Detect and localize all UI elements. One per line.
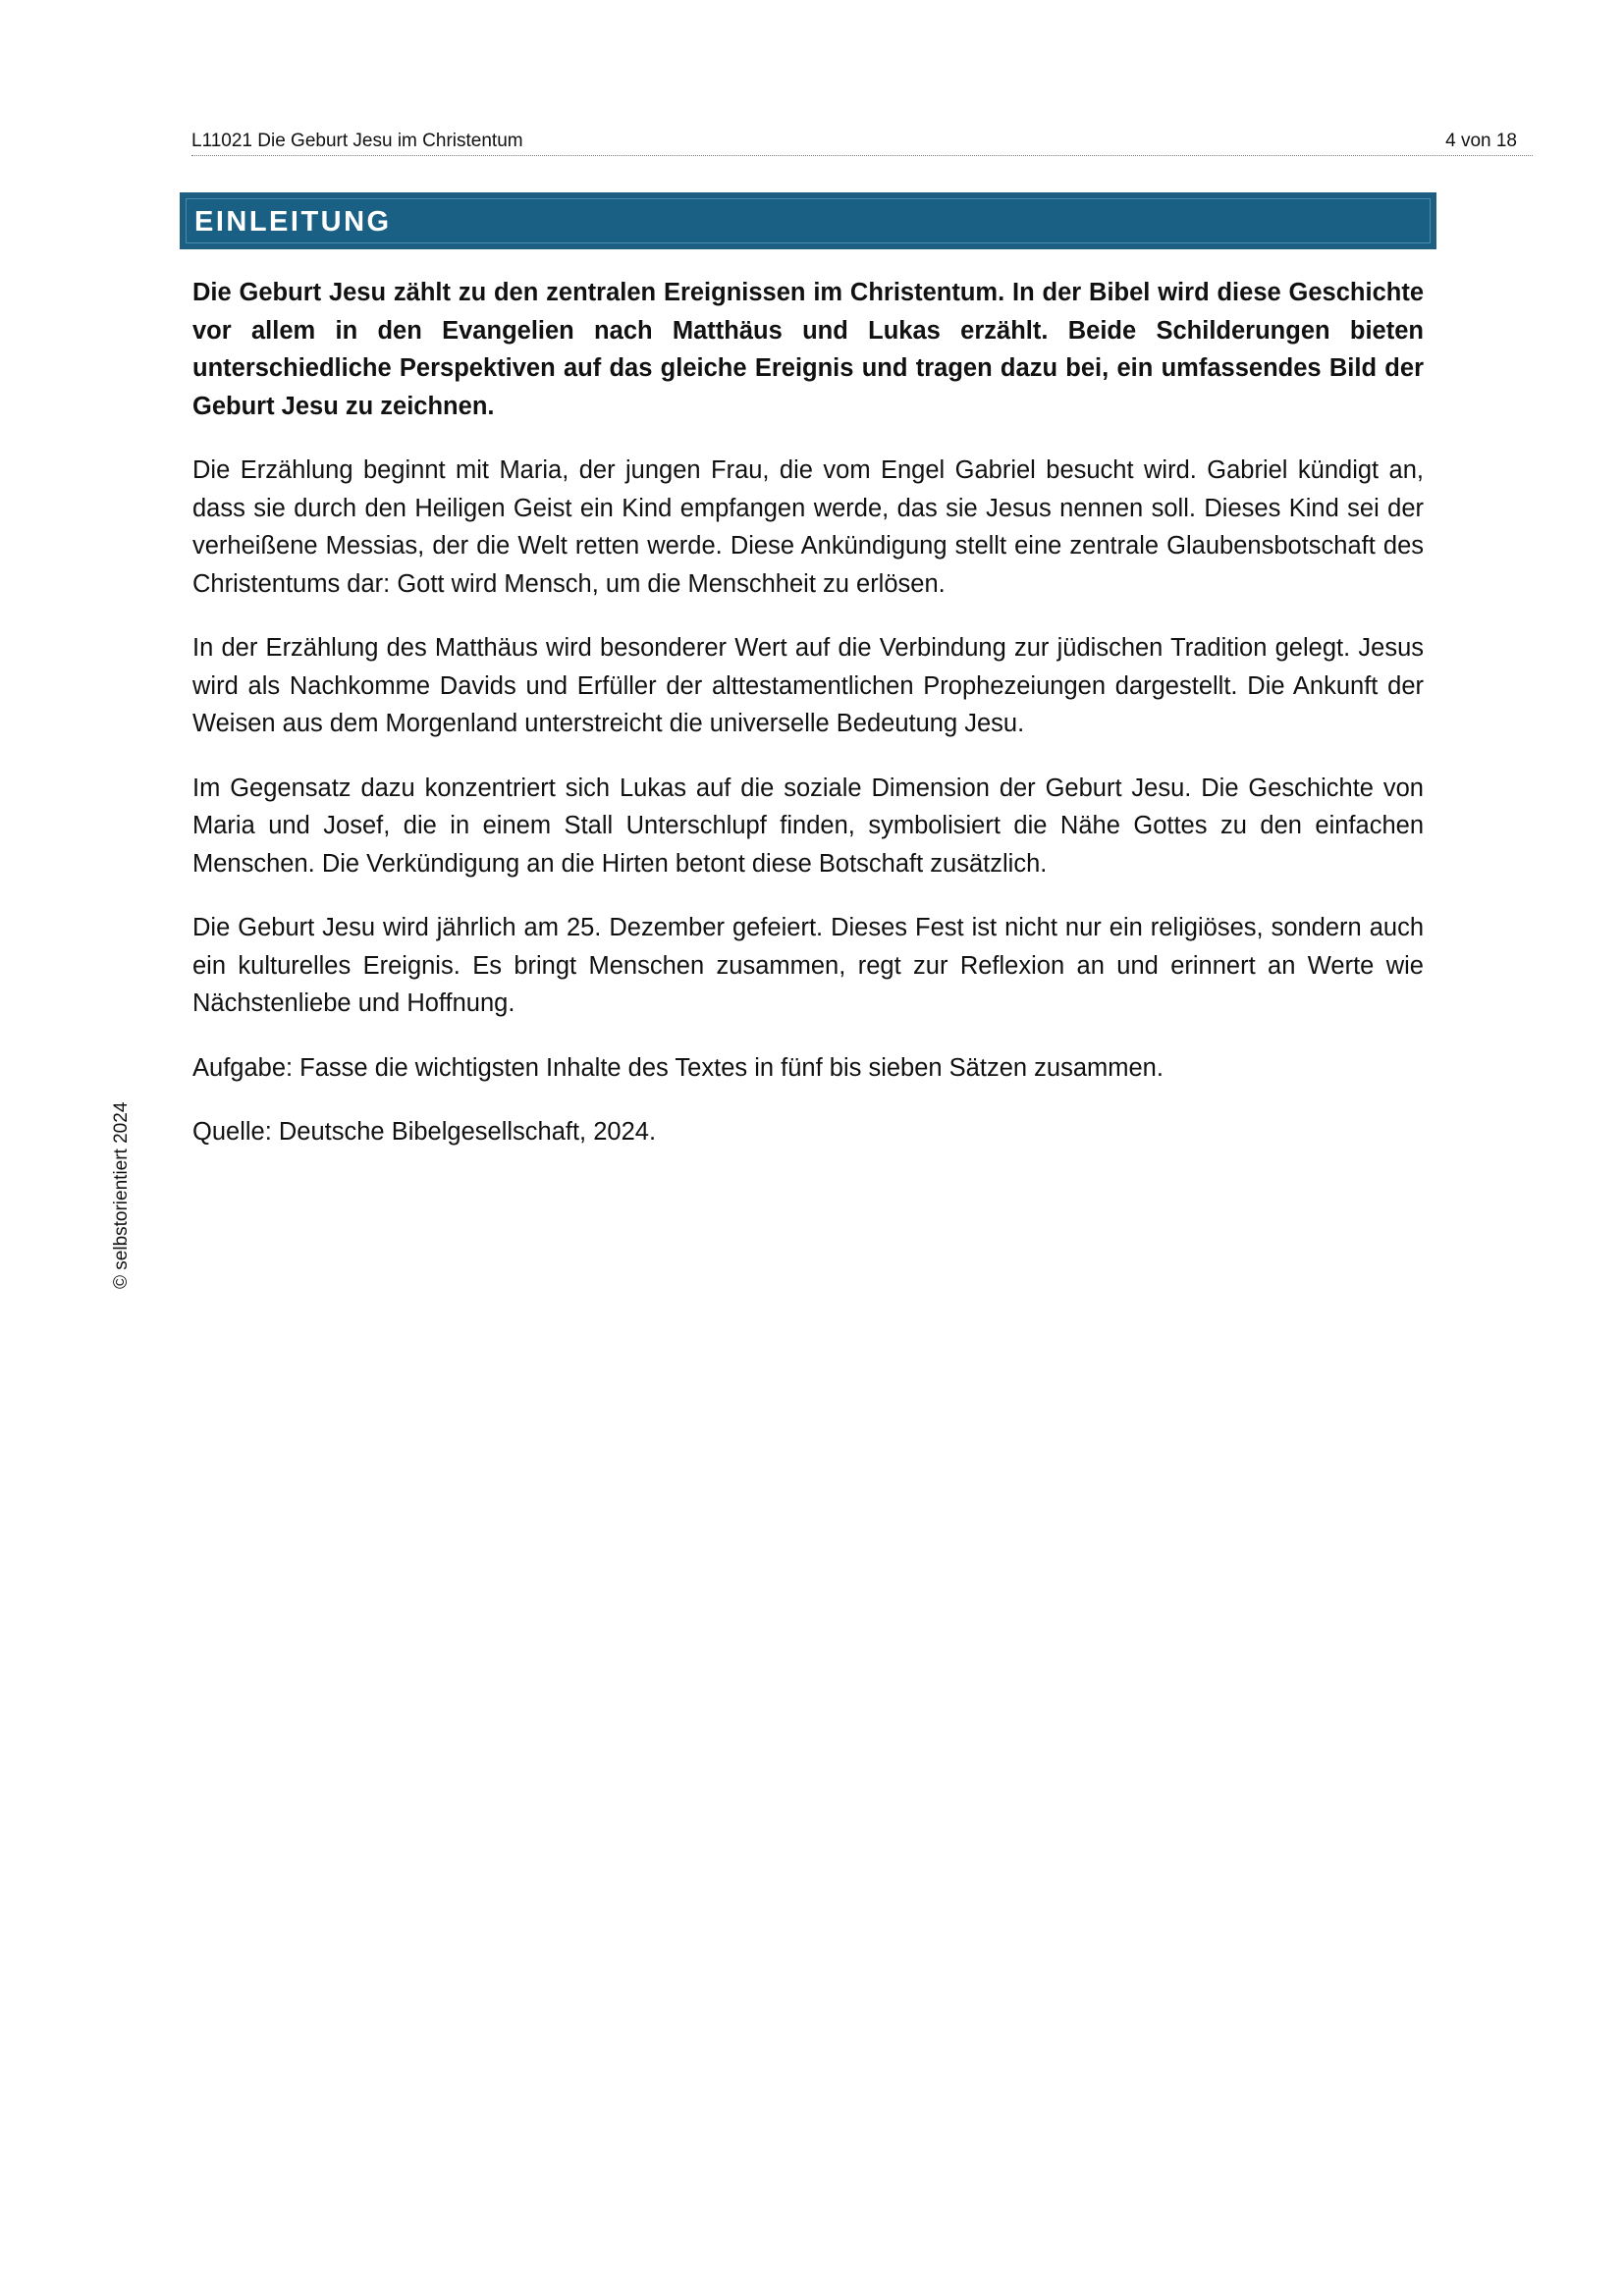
page-number: 4 von 18 — [1445, 131, 1517, 151]
body-paragraph-lukas: Im Gegensatz dazu konzentriert sich Lukas auf die soziale Dimension der Geburt Jesu. Die Geschichte von Maria und Josef, die in einem Stall Unterschlupf finden, symbolisiert die Nähe Gottes zu den einfachen Menschen. Die Verkündigung an die Hirten betont diese Botschaft zusätzlich. — [192, 774, 1424, 878]
document-body — [192, 274, 1424, 1178]
task-paragraph: Aufgabe: Fasse die wichtigsten Inhalte des Textes in fünf bis sieben Sätzen zusammen. — [192, 1053, 1164, 1082]
document-title: L11021 Die Geburt Jesu im Christentum — [191, 131, 523, 151]
section-heading-bar — [180, 192, 1436, 249]
copyright-text: © selbstorientiert 2024 — [111, 1101, 132, 1289]
body-paragraph-matthaeus: In der Erzählung des Matthäus wird besonderer Wert auf die Verbindung zur jüdischen Tradition gelegt. Jesus wird als Nachkomme Davids und Erfüller der alttestamentlichen Prophezeiungen dargestellt. Die Ankunft der Weisen aus dem Morgenland unterstreicht die universelle Bedeutung Jesu. — [192, 634, 1424, 737]
page-header — [191, 128, 1533, 156]
section-heading: EINLEITUNG — [194, 206, 392, 238]
body-paragraph-fest: Die Geburt Jesu wird jährlich am 25. Dezember gefeiert. Dieses Fest ist nicht nur ein religiöses, sondern auch ein kulturelles Ereignis. Es bringt Menschen zusammen, regt zur Reflexion an und erinnert an Werte wie Nächstenliebe und Hoffnung. — [192, 914, 1424, 1017]
source-paragraph: Quelle: Deutsche Bibelgesellschaft, 2024. — [192, 1118, 657, 1146]
body-paragraph-maria: Die Erzählung beginnt mit Maria, der jungen Frau, die vom Engel Gabriel besucht wird. Gabriel kündigt an, dass sie durch den Heiligen Geist ein Kind empfangen werde, das sie Jesus nennen soll. Dieses Kind sei der verheißene Messias, der die Welt retten werde. Diese Ankündigung stellt eine zentrale Glaubensbotschaft des Christentums dar: Gott wird Mensch, um die Menschheit zu erlösen. — [192, 456, 1424, 598]
intro-paragraph: Die Geburt Jesu zählt zu den zentralen Ereignissen im Christentum. In der Bibel wird diese Geschichte vor allem in den Evangelien nach Matthäus und Lukas erzählt. Beide Schilderungen bieten unterschiedliche Perspektiven auf das gleiche Ereignis und tragen dazu bei, ein umfassendes Bild der Geburt Jesu zu zeichnen. — [192, 279, 1424, 420]
